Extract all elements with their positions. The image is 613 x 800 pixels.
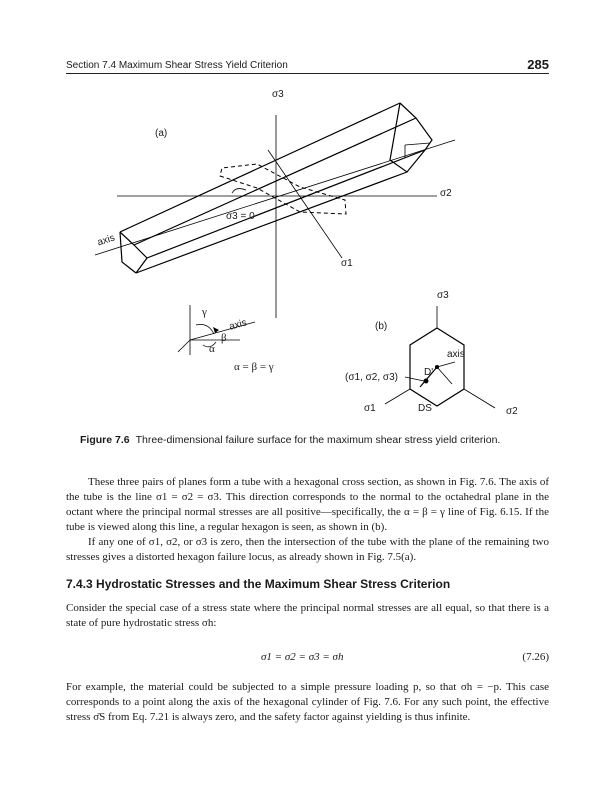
label-d-prime: D' [424,367,434,378]
sigma1-axis-line [268,150,342,258]
paragraph-2: If any one of σ1, σ2, or σ3 is zero, then the intersection of the tube with the plane of the remaining two stresses gives a distorted hexagon failure locus, as already shown in Fig. 7.5(a). [66,536,549,563]
point-pointer [405,377,424,381]
gamma-arc [196,324,214,334]
page-number: 285 [527,57,549,72]
hex-sigma1-axis [385,389,410,404]
paragraph-1: These three pairs of planes form a tube with a hexagonal cross section, as shown in Fig. 7.6. The axis of the tube is the line σ1 = σ2 = σ3. This direction corresponds to the normal to the octahedral plane in the octant where the principal normal stresses are all positive—specifically, the α = β = γ line of Fig. 6.15. If the tube is viewed along this line, a regular hexagon is seen, as shown in (b). [66,476,549,533]
label-panel-b: (b) [375,321,388,332]
label-tube-axis: axis [96,232,117,249]
label-alpha: α [209,343,215,355]
section-heading: 7.4.3 Hydrostatic Stresses and the Maximum Shear Stress Criterion [66,577,451,591]
equation-body: σ1 = σ2 = σ3 = σh [261,651,344,663]
equation-number: (7.26) [522,651,549,663]
sigma3-zero-pointer [232,189,246,193]
label-sigma1-a: σ1 [341,258,353,269]
failure-surface-diagram [0,80,613,430]
hex-axis-pointer [437,362,455,367]
figure-7-6 [0,80,613,430]
running-header [66,57,549,75]
hex-sigma2-axis [464,389,495,408]
tube-near-end [120,232,147,273]
paragraph-4: For example, the material could be subjected to a simple pressure loading p, so that σh = −p. This case corresponds to a point along the axis of the hexagonal cylinder of Fig. 7.6. For any such point, the effective stress σ̄S from Eq. 7.21 is always zero, and the safety factor against yielding is thus infinite. [66,681,549,723]
label-hex-axis: axis [447,349,465,360]
label-alpha-beta-gamma: α = β = γ [234,361,274,373]
section-title: Section 7.4 Maximum Shear Stress Yield Criterion [66,60,288,71]
label-inset-axis: axis [228,317,249,333]
hex-radius [437,367,452,384]
header-rule [66,73,549,74]
label-sigma3-top: σ3 [272,89,284,100]
label-stress-point: (σ1, σ2, σ3) [345,372,398,383]
paragraph-3: Consider the special case of a stress state where the principal normal stresses are all equal, so that there is a state of pure hydrostatic stress σh: [66,602,549,629]
axis-point [435,365,439,369]
stress-point [424,379,429,384]
label-beta: β [221,332,227,344]
label-sigma2-b: σ2 [506,406,518,417]
label-ds: DS [418,403,432,414]
label-panel-a: (a) [155,128,168,139]
caption-text: Three-dimensional failure surface for the maximum shear stress yield criterion. [135,434,501,446]
figure-caption [80,434,560,446]
caption-label: Figure 7.6 [80,434,130,446]
equation-7-26 [66,651,549,667]
label-sigma2-a: σ2 [440,188,452,199]
label-sigma3-zero: σ3 = 0 [226,211,255,222]
inset-depth-axis [178,340,190,352]
label-gamma: γ [202,306,207,318]
label-sigma1-b: σ1 [364,403,376,414]
label-sigma3-b: σ3 [437,290,449,301]
